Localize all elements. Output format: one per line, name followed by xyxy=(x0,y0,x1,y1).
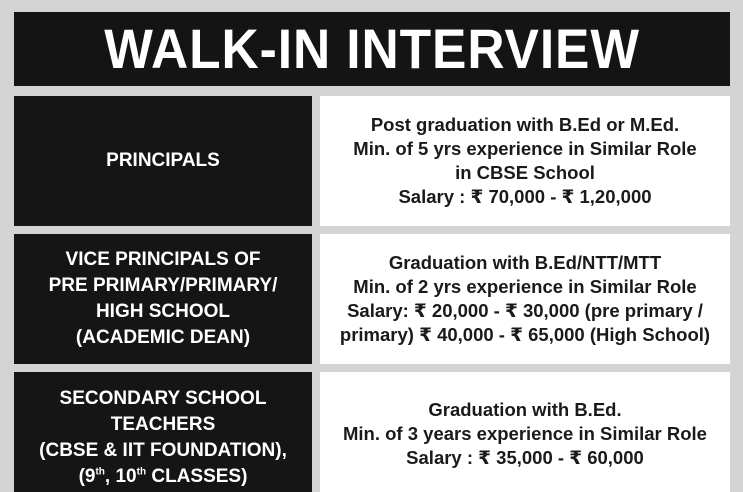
header-banner xyxy=(14,12,730,86)
position-row-principals xyxy=(14,96,730,226)
role-details: Graduation with B.Ed. Min. of 3 years experience in Similar Role Salary : ₹ 35,000 - ₹ 60,000 xyxy=(320,372,730,492)
position-row-secondary-teachers xyxy=(14,372,730,492)
role-title-line: SECONDARY SCHOOL xyxy=(59,388,267,409)
role-title: VICE PRINCIPALS OF PRE PRIMARY/PRIMARY/ HIGH SCHOOL (ACADEMIC DEAN) xyxy=(14,234,312,364)
role-title-classes: (9th, 10th CLASSES) xyxy=(78,466,248,487)
role-title-line: TEACHERS xyxy=(110,414,216,435)
role-details: Post graduation with B.Ed or M.Ed. Min. of 5 yrs experience in Similar Role in CBSE School Salary : ₹ 70,000 - ₹ 1,20,000 xyxy=(320,96,730,226)
position-row-vice-principals xyxy=(14,234,730,364)
role-details: Graduation with B.Ed/NTT/MTT Min. of 2 yrs experience in Similar Role Salary: ₹ 20,000 - ₹ 30,000 (pre primary / primary) ₹ 40,000 - ₹ 65,000 (High School) xyxy=(320,234,730,364)
role-title: PRINCIPALS xyxy=(14,96,312,226)
role-title xyxy=(14,372,312,492)
role-title-line: (CBSE & IIT FOUNDATION), xyxy=(39,440,287,461)
page-title: WALK-IN INTERVIEW xyxy=(104,17,640,80)
